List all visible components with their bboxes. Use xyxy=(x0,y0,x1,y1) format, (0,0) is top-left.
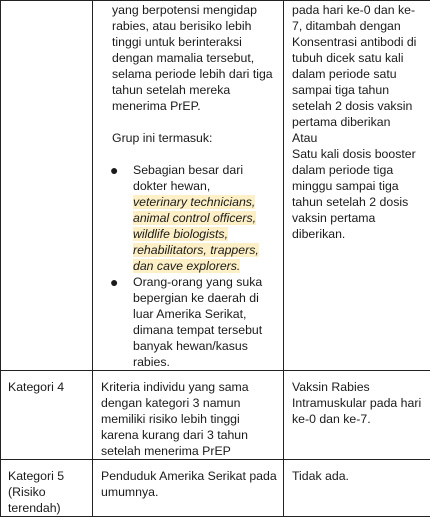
bullet-text-highlight: veterinary technicians, animal control officers, wildlife biologists, rehabilitators, trappers, dan cave explorers. xyxy=(133,195,259,273)
criteria-cell xyxy=(93,1,284,371)
vaccine-text-4: Satu kali dosis booster dalam periode tiga minggu sampai tiga tahun setelah 2 dosis vaksin pertama diberikan. xyxy=(292,146,424,242)
criteria-text: Penduduk Amerika Serikat pada umumnya. xyxy=(93,460,283,500)
vaccine-text-1: pada hari ke-0 dan ke-7, ditambah dengan xyxy=(292,2,424,34)
vaccine-text-2: Konsentrasi antibodi di tubuh dicek satu kali dalam periode satu sampai tiga tahun setelah 2 dosis vaksin pertama diberikan xyxy=(292,34,424,130)
vaccine-text: Vaksin Rabies Intramuskular pada hari ke-0 dan ke-7. xyxy=(284,371,430,427)
table-row-kategori-4 xyxy=(1,371,430,460)
criteria-cell xyxy=(93,460,284,517)
category-cell xyxy=(1,371,93,460)
table-row-kategori-5 xyxy=(1,460,430,517)
bullet-icon: ● xyxy=(110,162,118,178)
category-label xyxy=(1,1,92,2)
category-label: Kategori 5 (Risiko terendah) xyxy=(1,460,92,516)
vaccine-text: Tidak ada. xyxy=(284,460,430,484)
criteria-cell xyxy=(93,371,284,460)
list-item xyxy=(93,162,263,274)
vaccine-text-3: Atau xyxy=(292,130,424,146)
category-label: Kategori 4 xyxy=(1,371,92,395)
category-cell xyxy=(1,1,93,371)
bullet-text-plain: Sebagian besar dari dokter hewan, xyxy=(133,163,243,193)
criteria-intro: yang berpotensi mengidap rabies, atau berisiko lebih tinggi untuk berinteraksi dengan mamalia tersebut, selama periode lebih dari tiga tahun setelah mereka menerima PrEP. xyxy=(112,2,280,114)
group-list xyxy=(93,162,279,370)
table-row-kategori-3-continued xyxy=(1,1,430,371)
vaccine-cell xyxy=(284,460,430,517)
group-heading: Grup ini termasuk: xyxy=(112,130,279,146)
bullet-text: Orang-orang yang suka bepergian ke daerah di luar Amerika Serikat, dimana tempat tersebut banyak hewan/kasus rabies. xyxy=(133,275,262,369)
list-item xyxy=(93,274,263,370)
criteria-text: Kriteria individu yang sama dengan kategori 3 namun memiliki risiko lebih tinggi karena kurang dari 3 tahun setelah menerima PrEP xyxy=(93,371,283,459)
category-cell xyxy=(1,460,93,517)
vaccine-cell xyxy=(284,371,430,460)
bullet-icon: ● xyxy=(110,274,118,290)
vaccine-cell xyxy=(284,1,430,371)
